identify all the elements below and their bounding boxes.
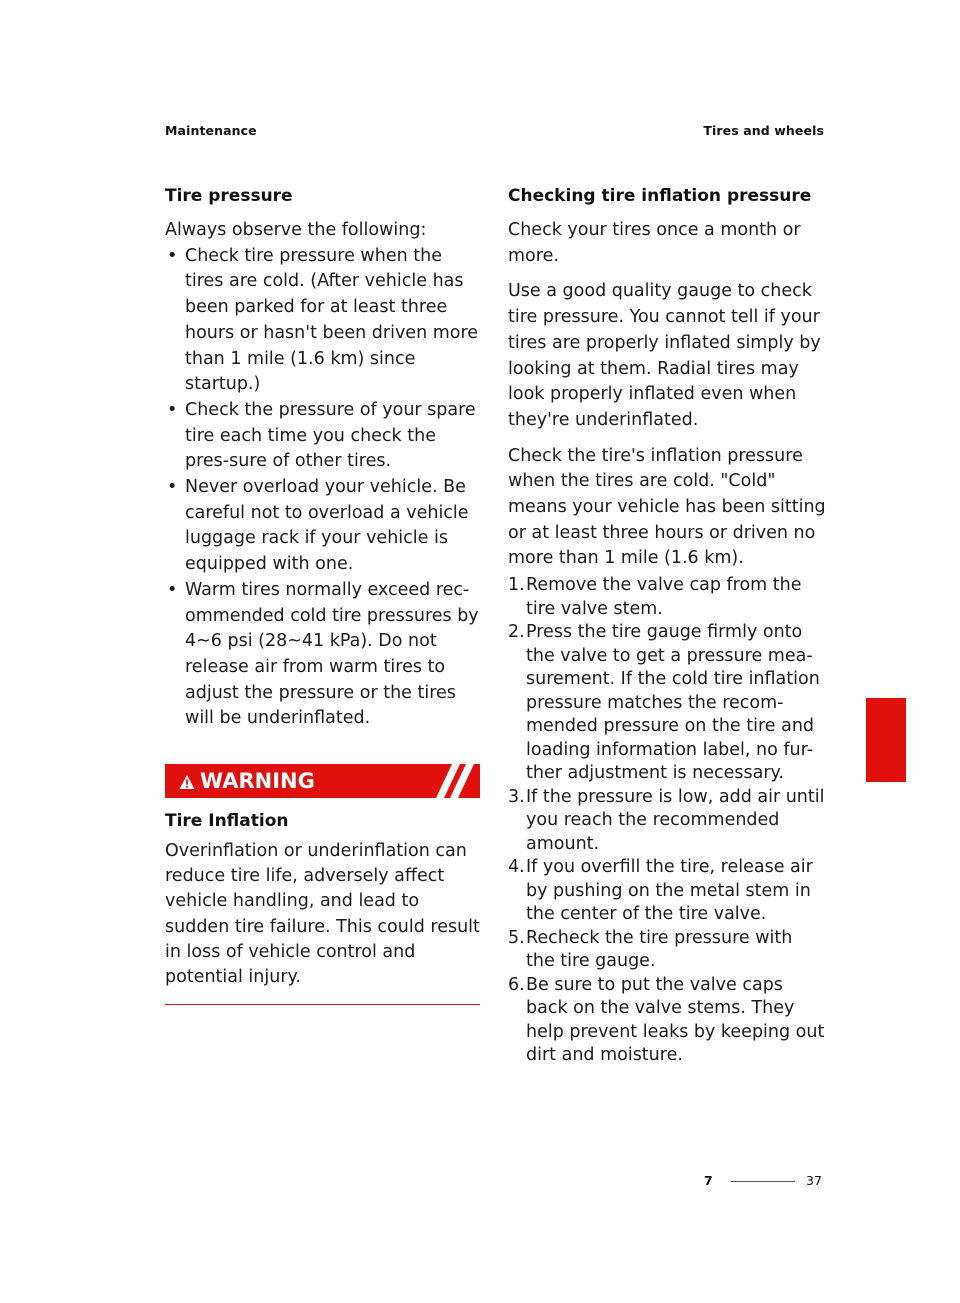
warning-text: Overinflation or underinflation can reduce tire life, adversely affect vehicle handling, and lead to sudden tire failure. This could result in loss of vehicle control and potential injury. xyxy=(165,841,480,988)
step-item: 6. Be sure to put the valve caps back on the valve stems. They help prevent leaks by keeping out dirt and moisture. xyxy=(508,974,825,1066)
footer-chapter-number: 7 xyxy=(704,1173,713,1188)
warning-divider xyxy=(165,1004,480,1005)
steps-list xyxy=(508,574,826,1068)
header-section-title: Maintenance xyxy=(165,123,257,138)
left-column xyxy=(165,184,485,1005)
tire-pressure-heading: Tire pressure xyxy=(165,186,293,206)
warning-stripes xyxy=(430,764,480,798)
warning-label: WARNING xyxy=(200,769,315,794)
bullet-item: • Check tire pressure when the tires are cold. (After vehicle has been parked for at least three hours or hasn't been driven more than 1 mile (1.6 km) since startup.) xyxy=(167,245,479,395)
step-item: 3. If the pressure is low, add air until you reach the recommended amount. xyxy=(508,786,825,854)
paragraph: Check the tire's inflation pressure when the tires are cold. "Cold" means your vehicle has been sitting or at least three hours or driven no more than 1 mile (1.6 km). xyxy=(508,445,826,569)
checking-pressure-heading: Checking tire inflation pressure xyxy=(508,186,812,206)
warning-triangle-icon xyxy=(179,774,195,790)
header-chapter-title: Tires and wheels xyxy=(703,123,824,138)
bullet-item: • Never overload your vehicle. Be careful not to overload a vehicle luggage rack if your vehicle is equipped with one. xyxy=(167,477,469,575)
step-item: 1. Remove the valve cap from the tire valve stem. xyxy=(508,575,802,619)
right-column xyxy=(508,184,826,1068)
paragraph: Check your tires once a month or more. xyxy=(508,220,801,266)
paragraph: Use a good quality gauge to check tire pressure. You cannot tell if your tires are properly inflated simply by looking at them. Radial tires may look properly inflated even when they're underinflated. xyxy=(508,281,821,430)
chapter-tab-number: 7 xyxy=(877,763,891,785)
bullet-item: • Warm tires normally exceed rec-ommended cold tire pressures by 4~6 psi (28~41 kPa). Do not release air from warm tires to adjust the pressure or the tires will be underinflated. xyxy=(167,579,479,729)
step-item: 5. Recheck the tire pressure with the tire gauge. xyxy=(508,927,793,972)
bullet-item: • Check the pressure of your spare tire each time you check the pres-sure of other tires. xyxy=(167,399,476,472)
warning-title: Tire Inflation xyxy=(165,811,289,832)
footer-divider xyxy=(731,1181,795,1182)
intro-text: Always observe the following: xyxy=(165,220,427,240)
step-item: 2. Press the tire gauge firmly onto the valve to get a pressure mea-surement. If the cold tire inflation pressure matches the recom-mended pressure on the tire and loading information label, no fur-ther adjustment is necessary. xyxy=(508,622,820,784)
step-item: 4. If you overfill the tire, release air by pushing on the metal stem in the center of the tire valve. xyxy=(508,857,813,925)
footer-page-number: 37 xyxy=(806,1173,822,1188)
warning-banner xyxy=(165,764,480,798)
bullet-list xyxy=(165,244,485,732)
